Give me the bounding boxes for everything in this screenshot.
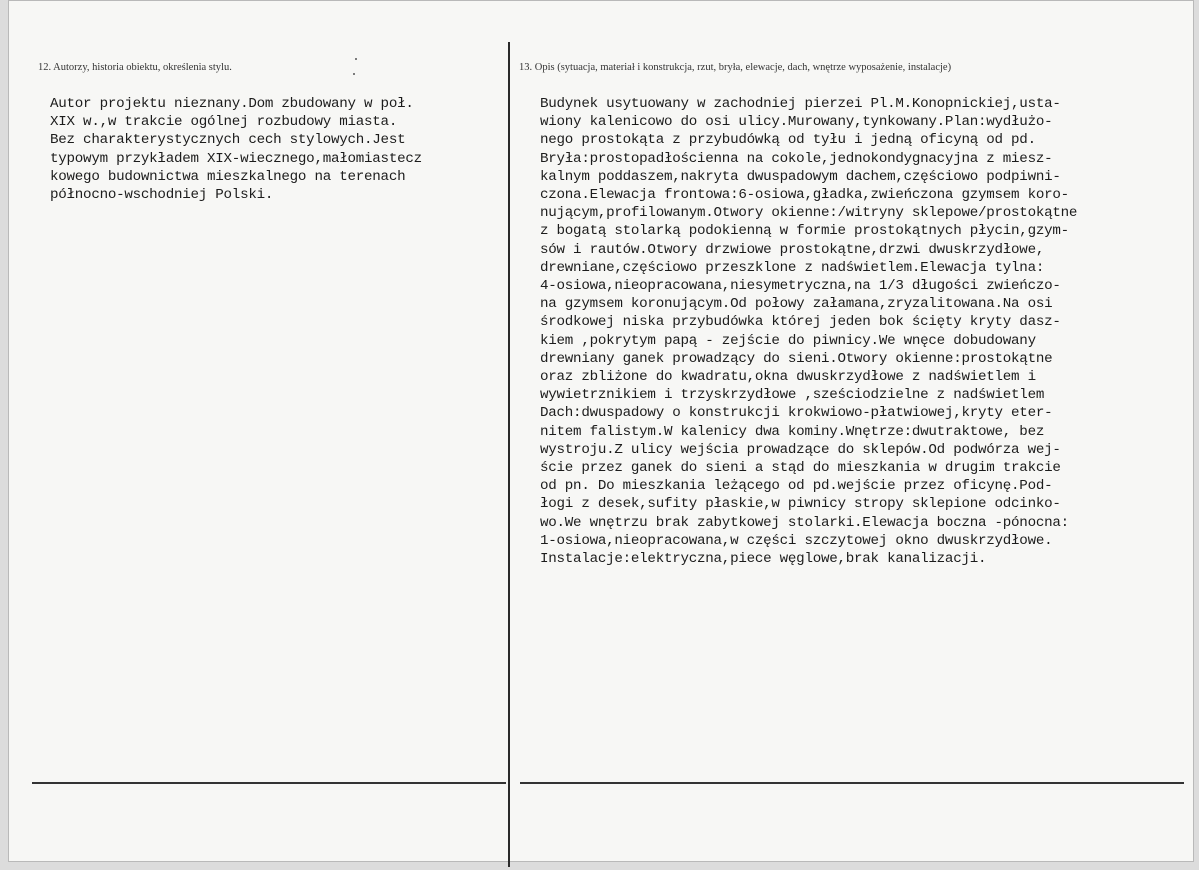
bottom-rule-right	[520, 782, 1184, 784]
paper-speck	[355, 58, 357, 60]
field-12-typed-text: Autor projektu nieznany.Dom zbudowany w poł. XIX w.,w trakcie ogólnej rozbudowy miasta. Bez charakterystycznych cech stylowych.Jest typowym przykładem XIX-wiecznego,małomiastecz kowego budownictwa mieszkalnego na terenach północno-wschodniej Polski.	[50, 96, 422, 204]
column-divider	[508, 42, 510, 867]
bottom-rule-left	[32, 782, 506, 784]
field-13-typed-text: Budynek usytuowany w zachodniej pierzei Pl.M.Konopnickiej,usta- wiony kalenicowo do osi ulicy.Murowany,tynkowany.Plan:wydłużo- nego prostokąta z przybudówką od tyłu i jedną oficyną od pd. Bryła:prostopadłościenna na cokole,jednokondygnacyjna z miesz- kalnym poddaszem,nakryta dwuspadowym dachem,częściowo podpiwni- czona.Elewacja frontowa:6-osiowa,gładka,zwieńczona gzymsem koro- nującym,profilowanym.Otwory okienne:/witryny sklepowe/prostokątne z bogatą stolarką podokienną w formie prostokątnych płycin,gzym- sów i rautów.Otwory drzwiowe prostokątne,drzwi dwuskrzydłowe, drewniane,częściowo przeszklone z nadświetlem.Elewacja tylna: 4-osiowa,nieopracowana,niesymetryczna,na 1/3 długości zwieńczo- na gzymsem koronującym.Od połowy załamana,zryzalitowana.Na osi środkowej niska przybudówka której jeden bok ścięty kryty dasz- kiem ,pokrytym papą - zejście do piwnicy.We wnęce dobudowany drewniany ganek prowadzący do sieni.Otwory okienne:prostokątne oraz zbliżone do kwadratu,okna dwuskrzydłowe z nadświetlem i wywietrznikiem i trzyskrzydłowe ,sześciodzielne z nadświetlem Dach:dwuspadowy o konstrukcji krokwiowo-płatwiowej,kryty eter- nitem falistym.W kalenicy dwa kominy.Wnętrze:dwutraktowe, bez wystroju.Z ulicy wejścia prowadzące do sklepów.Od podwórza wej- ście przez ganek do sieni a stąd do mieszkania w drugim trakcie od pn. Do mieszkania leżącego od pd.wejście przez oficynę.Pod- łogi z desek,sufity płaskie,w piwnicy stropy sklepione odcinko- wo.We wnętrzu brak zabytkowej stolarki.Elewacja boczna -pónocna: 1-osiowa,nieopracowana,w części szczytowej okno dwuskrzydłowe. Instalacje:elektryczna,piece węglowe,brak kanalizacji.	[540, 96, 1078, 568]
field-12-label: 12. Autorzy, historia obiektu, określenia stylu.	[38, 62, 232, 73]
field-13-label: 13. Opis (sytuacja, materiał i konstrukcja, rzut, bryła, elewacje, dach, wnętrze wyposażenie, instalacje)	[519, 62, 952, 73]
paper-speck	[353, 73, 355, 75]
document-sheet	[8, 0, 1194, 862]
